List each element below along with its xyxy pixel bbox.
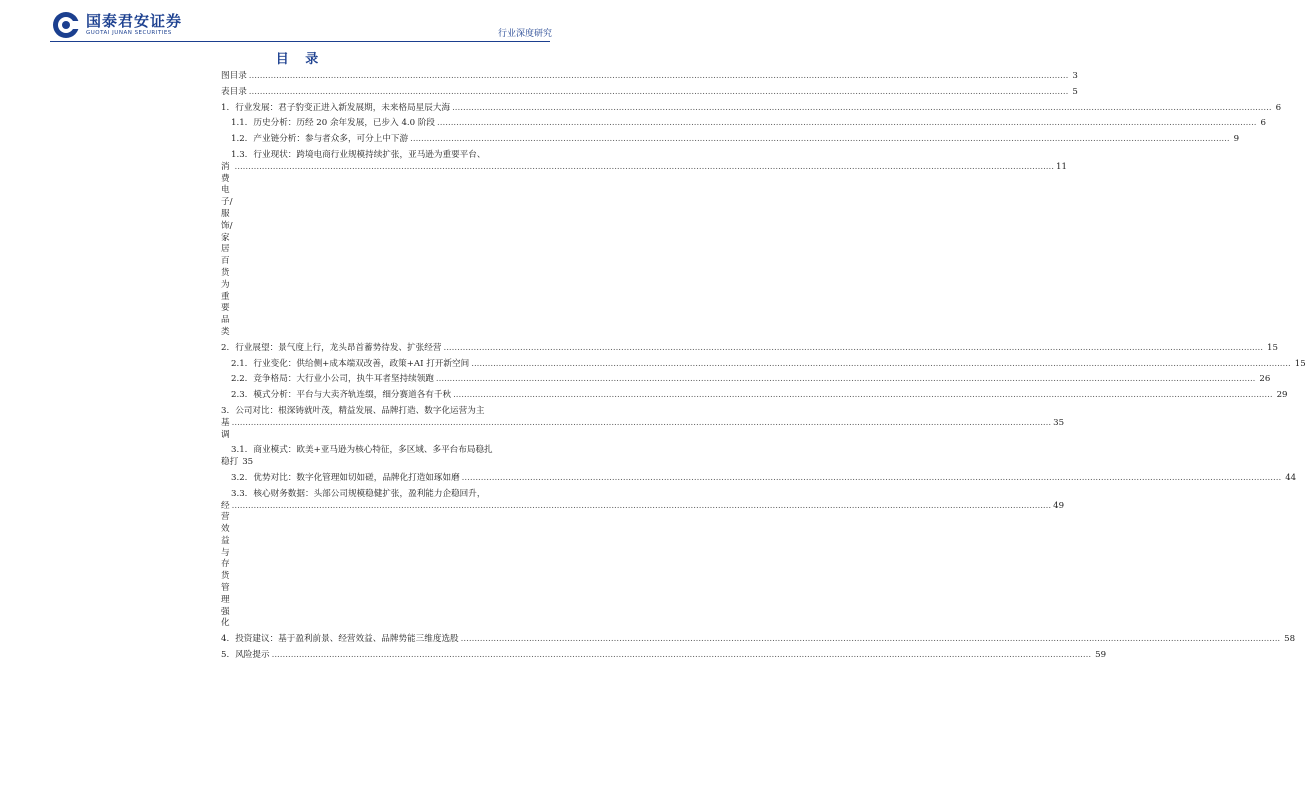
- toc-leader-dots: ............................................................................................................................................................................................................................................................................................................: [453, 390, 1273, 401]
- logo-emblem-icon: [52, 11, 80, 39]
- toc-entry-text-continued: 经营效益与存货管理强化: [221, 500, 230, 629]
- toc-entry-page: 6: [1260, 118, 1267, 129]
- toc-entry-text: 图目录: [221, 71, 247, 81]
- toc-entry-text: 行业变化：供给侧+成本端双改善，政策+AI 打开新空间: [253, 358, 470, 369]
- toc-entry-text: 公司对比：根深铸就叶茂，精益发展、品牌打造、数字化运营为主: [235, 405, 485, 416]
- toc-entry-first-line: [221, 406, 549, 418]
- toc-entry-page: 6: [1275, 102, 1282, 113]
- toc-entry-page: 49: [1053, 500, 1065, 511]
- toc-entry[interactable]: [221, 374, 1271, 386]
- toc-entry[interactable]: [221, 445, 549, 469]
- toc-entry-text: 行业发展：君子豹变正进入新发展期，未来格局星辰大海: [235, 102, 451, 113]
- toc-entry-continuation: [221, 161, 1067, 339]
- toc-entry[interactable]: [221, 71, 1078, 83]
- toc-entry-text: 模式分析：平台与大卖齐轨连缀，细分赛道各有千秋: [253, 390, 452, 401]
- toc-entry-number: 2.: [221, 342, 230, 353]
- page-header: [0, 0, 600, 48]
- toc-entry-page: 3: [1072, 71, 1078, 81]
- toc-entry-body: [221, 445, 549, 469]
- toc-entry-number: 2.2.: [231, 374, 248, 385]
- toc-entry[interactable]: [221, 149, 1067, 339]
- toc-leader-dots: ............................................................................................................................................................................................................................................................................................................: [410, 134, 1230, 145]
- toc-entry-body: [221, 488, 1065, 631]
- toc-entry[interactable]: [221, 86, 1078, 99]
- toc-entry-continuation: [221, 417, 1065, 442]
- toc-leader-dots: ............................................................................................................................................................................................................................................................................................................: [231, 417, 1052, 428]
- toc-entry-number: 3.: [221, 405, 230, 416]
- toc-leader-dots: ............................................................................................................................................................................................................................................................................................................: [443, 342, 1263, 353]
- toc-entry-first-line: [231, 489, 549, 501]
- toc-entry-number: 1.: [221, 102, 230, 113]
- toc-entry-text: 风险提示: [235, 650, 270, 661]
- toc-entry-text: 商业模式：欧美+亚马逊为核心特征，多区域、多平台布局稳扎: [253, 445, 493, 456]
- table-of-contents: [221, 71, 1306, 666]
- toc-entry-number: 4.: [221, 634, 230, 645]
- toc-entry-page: 58: [1284, 634, 1296, 645]
- toc-entry[interactable]: [221, 405, 1065, 441]
- toc-entry-text: 核心财务数据：头部公司规模稳健扩张，盈利能力企稳回升，: [253, 488, 486, 499]
- toc-heading: 目 录: [275, 52, 325, 67]
- toc-entry-page: 44: [1285, 472, 1297, 483]
- toc-entry[interactable]: [221, 358, 1306, 371]
- toc-entry-continuation: [221, 500, 1065, 631]
- toc-leader-dots: ............................................................................................................................................................................................................................................................................................................: [435, 374, 1256, 385]
- toc-entry[interactable]: [221, 472, 1297, 485]
- toc-entry-page: 5: [1072, 86, 1078, 97]
- toc-entry-text: 优势对比：数字化管理如切如磋，品牌化打造如琢如磨: [253, 472, 460, 483]
- toc-entry-body: [221, 149, 1067, 339]
- toc-leader-dots: ............................................................................................................................................................................................................................................................................................................: [452, 102, 1272, 113]
- toc-leader-dots: ............................................................................................................................................................................................................................................................................................................: [471, 358, 1291, 369]
- toc-entry-page: 26: [1259, 374, 1271, 385]
- toc-entry-number: 2.3.: [231, 390, 248, 401]
- toc-entry[interactable]: [221, 390, 1288, 402]
- toc-leader-dots: ............................................................................................................................................................................................................................................................................................................: [231, 500, 1052, 511]
- toc-leader-dots: ............................................................................................................................................................................................................................................................................................................: [271, 650, 1092, 661]
- toc-leader-dots: ............................................................................................................................................................................................................................................................................................................: [437, 118, 1257, 129]
- toc-leader-dots: ............................................................................................................................................................................................................................................................................................................: [248, 71, 1069, 81]
- toc-entry-first-line: [231, 445, 549, 457]
- toc-entry[interactable]: [221, 650, 1107, 662]
- toc-entry-page: 35: [242, 457, 254, 468]
- toc-entry-continuation: [221, 457, 549, 469]
- toc-entry-page: 15: [1266, 342, 1278, 353]
- toc-entry-page: 35: [1053, 417, 1065, 428]
- toc-entry[interactable]: [221, 634, 1296, 646]
- header-divider: [50, 41, 550, 42]
- toc-entry-number: 1.3.: [231, 149, 248, 160]
- toc-entry-body: [221, 405, 1065, 441]
- toc-leader-dots: ............................................................................................................................................................................................................................................................................................................: [234, 161, 1054, 172]
- toc-entry-text: 竞争格局：大行业小公司，执牛耳者坚持续领跑: [253, 374, 434, 385]
- toc-entry[interactable]: [221, 342, 1278, 355]
- toc-entry-text: 历史分析：历经 20 余年发展，已步入 4.0 阶段: [253, 118, 436, 129]
- toc-entry-page: 15: [1294, 358, 1306, 369]
- toc-entry[interactable]: [221, 118, 1267, 130]
- toc-leader-dots: ............................................................................................................................................................................................................................................................................................................: [248, 86, 1069, 97]
- toc-entry-text: 行业展望：景气度上行，龙头昂首蓄势待发、扩张经营: [235, 342, 442, 353]
- toc-entry-number: 3.2.: [231, 472, 248, 483]
- toc-entry-page: 59: [1095, 650, 1107, 661]
- toc-entry-text-continued: 消费电子/服饰/家居百货为重要品类: [221, 161, 233, 337]
- toc-entry-first-line: [231, 150, 549, 162]
- toc-entry-text-continued: 基调: [221, 417, 230, 440]
- toc-entry[interactable]: [221, 134, 1240, 146]
- toc-entry-number: 3.1.: [231, 445, 248, 456]
- toc-entry-page: 29: [1276, 390, 1288, 401]
- toc-entry-number: 1.2.: [231, 134, 248, 145]
- toc-entry-number: 5.: [221, 650, 230, 661]
- toc-entry-number: 1.1.: [231, 118, 248, 129]
- toc-entry-number: 2.1.: [231, 358, 248, 369]
- toc-leader-dots: ............................................................................................................................................................................................................................................................................................................: [461, 472, 1282, 483]
- logo-english-name: GUOTAI JUNAN SECURITIES: [86, 30, 172, 36]
- toc-entry-text: 行业现状：跨境电商行业规模持续扩张，亚马逊为重要平台、: [253, 149, 486, 160]
- report-type-label: 行业深度研究: [497, 29, 552, 39]
- toc-entry-number: 3.3.: [231, 488, 248, 499]
- toc-entry-text: 表目录: [221, 86, 247, 97]
- toc-entry-text-continued: 稳打: [221, 457, 239, 468]
- company-logo: [52, 12, 182, 38]
- toc-entry-text: 产业链分析：参与者众多，可分上中下游: [253, 134, 409, 145]
- toc-entry-text: 投资建议：基于盈利前景、经营效益、品牌势能三维度选股: [235, 634, 459, 645]
- logo-chinese-name: 国泰君安证券: [86, 12, 183, 30]
- toc-leader-dots: ............................................................................................................................................................................................................................................................................................................: [460, 634, 1281, 645]
- toc-entry-page: 11: [1056, 161, 1067, 172]
- toc-entry[interactable]: [221, 102, 1282, 115]
- toc-entry[interactable]: [221, 488, 1065, 631]
- toc-entry-page: 9: [1233, 134, 1240, 145]
